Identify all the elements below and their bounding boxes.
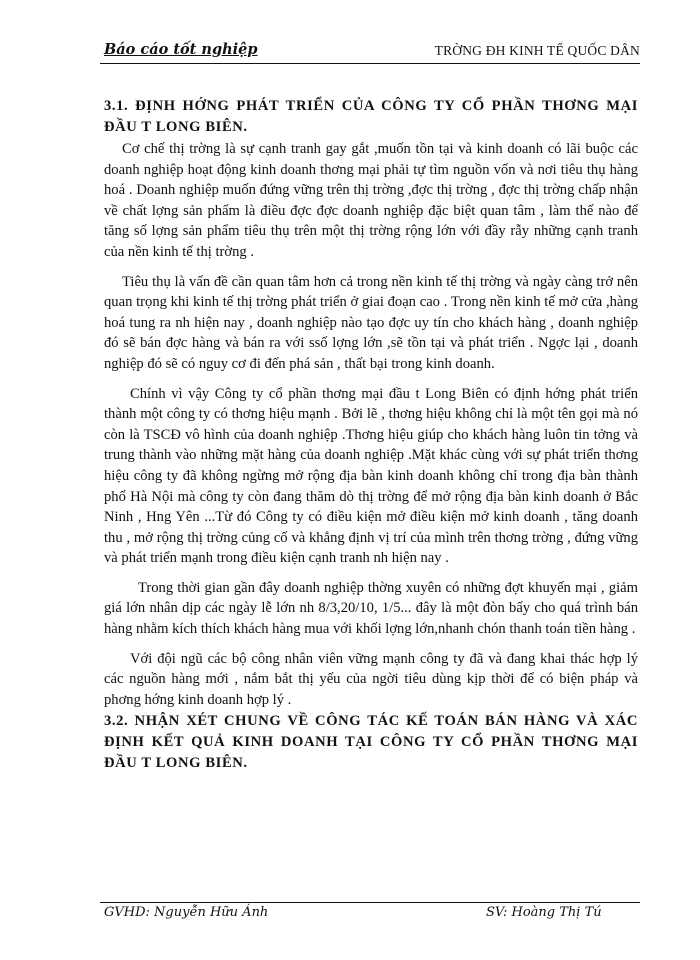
header-university: TRỜNG ĐH KINH TẾ QUỐC DÂN bbox=[434, 43, 640, 58]
paragraph-staff: Với đội ngũ các bộ công nhân viên vững mạnh công ty đã và đang khai thác hợp lý các nguồn hàng mới , nắm bắt thị yếu của ngời tiêu dùng kịp thời để có biện pháp và phơng hớng kinh doanh hợp lý . bbox=[104, 650, 638, 708]
header-divider bbox=[100, 63, 640, 64]
paragraph-consumption: Tiêu thụ là vấn đề cần quan tâm hơn cả trong nền kinh tế thị trờng và ngày càng trở nên quan trọng khi kinh tế thị trờng phát triển ở giai đoạn cao . Trong nền kinh tế mở cửa ,hàng hoá tung ra nh hiện nay , doanh nghiệp nào tạo đợc uy tín cho khách hàng , doanh nghiệp đó sẽ bán đợc hàng và bán ra với ssố lợng lớn ,sẽ tồn tại và phát triển . Ngợc lại , doanh nghiệp đó sẽ có nguy cơ đi đến phá sản , thất bại trong kinh doanh. bbox=[104, 273, 638, 372]
section-heading-3-1: 3.1. ĐỊNH HỚNG PHÁT TRIỂN CỦA CÔNG TY CỔ PHẦN THƠNG MẠI ĐẦU T LONG BIÊN. bbox=[104, 98, 638, 135]
footer-supervisor: GVHD: Nguyễn Hữu Ánh bbox=[104, 905, 269, 920]
header-report-title: Báo cáo tốt nghiệp bbox=[104, 41, 258, 58]
document-body bbox=[104, 96, 638, 774]
paragraph-market-mechanism: Cơ chế thị trờng là sự cạnh tranh gay gắt ,muốn tồn tại và kinh doanh có lãi buộc các doanh nghiệp hoạt động kinh doanh thơng mại phải tự tìm nguồn vốn và nơi tiêu thụ hàng hoá . Doanh nghiệp muốn đứng vững trên thị trờng ,đợc thị trờng , đợc thị trờng chấp nhận về chất lợng sản phẩm là điều đợc đợc doanh nghiệp đặc biệt quan tâm , làm thế nào để tăng số lợng sản phẩm tiêu thụ trên một thị trờng rộng lớn với đầy rẫy những cạnh tranh của nền kinh tế thị trờng . bbox=[104, 141, 638, 260]
paragraph-brand-development: Chính vì vậy Công ty cổ phần thơng mại đầu t Long Biên có định hớng phát triển thành một công ty có thơng hiệu mạnh . Bởi lẽ , thơng hiệu không chỉ là một tên gọi mà nó còn là TSCĐ vô hình của doanh nghiệp .Thơng hiệu giúp cho khách hàng luôn tin tởng và trung thành vào những mặt hàng của doanh nghiệp .Mặt khác cùng với sự phát triển thơng hiệu công ty đã không ngừng mở rộng địa bàn kinh doanh không chỉ trong địa bàn thành phố Hà Nội mà công ty còn đang thăm dò thị trờng để mở rộng địa bàn kinh doanh ở Bắc Ninh , Hng Yên ...Từ đó Công ty có điều kiện mở điều kiện mở kinh doanh , tăng doanh thu , mở rộng thị trờng củng cố và khẳng định vị trí của mình trên thơng trờng , đứng vững và phát triển mạnh trong điều kiện cạnh tranh nh hiện nay . bbox=[104, 385, 638, 567]
page-header bbox=[100, 40, 640, 62]
section-heading-3-2: 3.2. NHẬN XÉT CHUNG VỀ CÔNG TÁC KẾ TOÁN BÁN HÀNG VÀ XÁC ĐỊNH KẾT QUẢ KINH DOANH TẠI CÔNG TY CỔ PHẦN THƠNG MẠI ĐẦU T LONG BIÊN. bbox=[104, 713, 638, 772]
footer-divider bbox=[100, 902, 640, 903]
footer-student: SV: Hoàng Thị Tú bbox=[486, 905, 602, 920]
paragraph-promotions: Trong thời gian gần đây doanh nghiệp thờng xuyên có những đợt khuyến mại , giảm giá lớn nhân dịp các ngày lễ lớn nh 8/3,20/10, 1/5... đây là một đòn bẩy cho quá trình bán hàng nhằm kích thích khách hàng mua với khối lợng lớn,nhanh chón thanh toán tiền hàng . bbox=[104, 579, 638, 638]
